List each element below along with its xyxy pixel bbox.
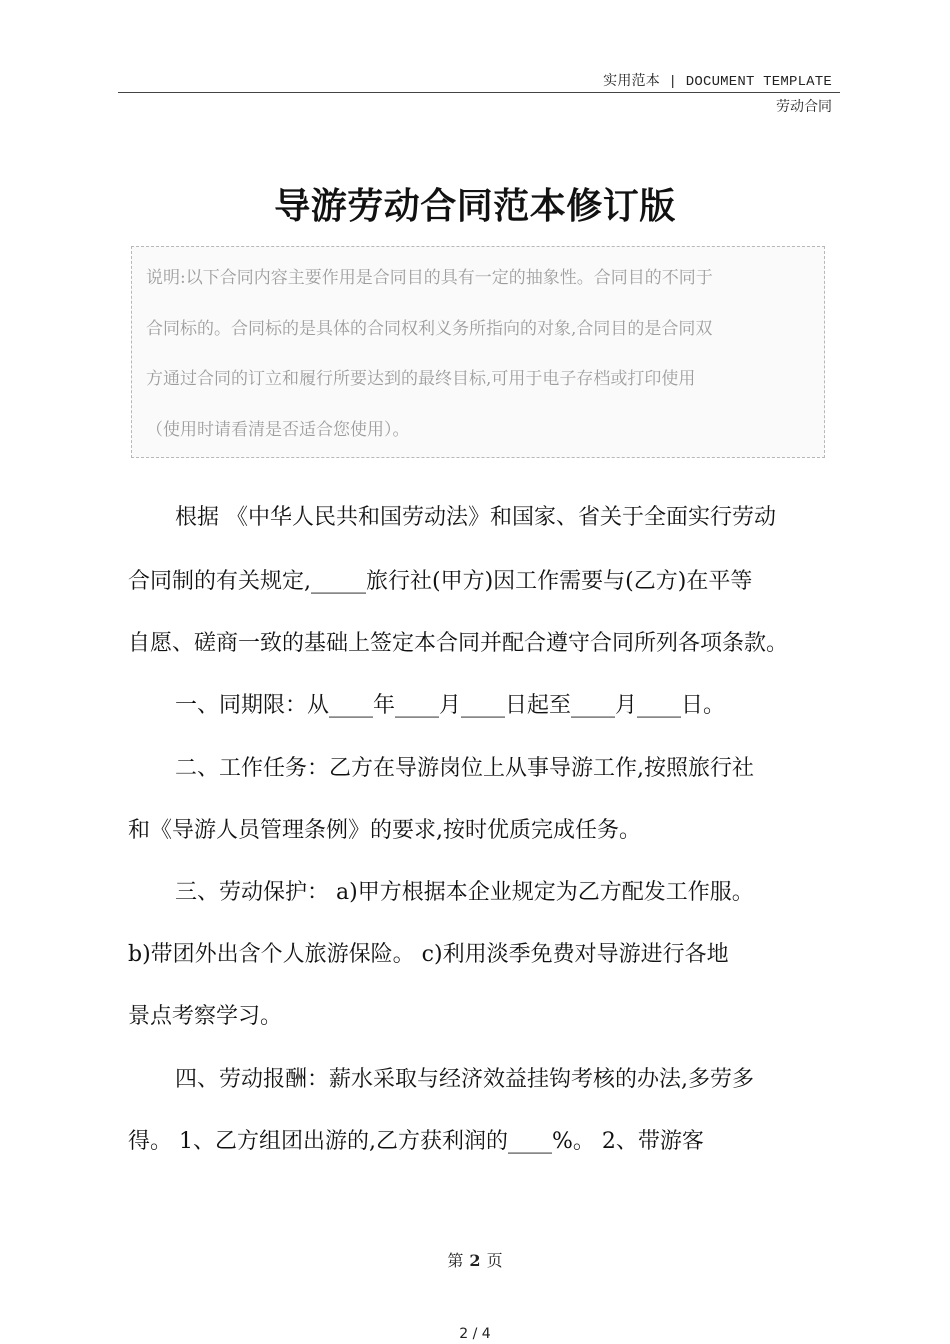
page-count: 2 / 4 [459,1326,491,1342]
body-paragraph-line: b)带团外出含个人旅游保险。 c)利用淡季免费对导游进行各地 [128,942,729,967]
header-brand [603,70,832,90]
body-paragraph-line: 和《导游人员管理条例》的要求,按时优质完成任务。 [128,818,641,843]
body-paragraph-line: 自愿、磋商一致的基础上签定本合同并配合遵守合同所列各项条款。 [128,631,789,656]
body-paragraph-line: 得。 1、乙方组团出游的,乙方获利润的____%。 2、带游客 [128,1129,704,1154]
clause-1-term: 一、同期限：从____年____月____日起至____月____日。 [175,693,726,718]
header-category: 劳动合同 [776,99,832,115]
header-brand-cn: 实用范本 [603,73,660,89]
page-number-value: 2 [469,1251,481,1270]
note-line: 说明:以下合同内容主要作用是合同目的具有一定的抽象性。合同目的不同于 [146,268,713,288]
header-brand-en: DOCUMENT TEMPLATE [685,74,832,90]
clause-2-duties: 二、工作任务：乙方在导游岗位上从事导游工作,按照旅行社 [175,756,754,781]
document-title: 导游劳动合同范本修订版 [274,185,676,227]
body-paragraph-line: 合同制的有关规定,_____旅行社(甲方)因工作需要与(乙方)在平等 [128,569,753,594]
note-line: （使用时请看清是否适合您使用）。 [146,420,410,440]
clause-3-protection: 三、劳动保护： a)甲方根据本企业规定为乙方配发工作服。 [175,880,754,905]
body-paragraph-line: 根据 《中华人民共和国劳动法》和国家、省关于全面实行劳动 [175,505,776,530]
note-box [131,246,825,458]
header-divider [118,92,840,93]
body-paragraph-line: 景点考察学习。 [128,1004,283,1029]
note-line: 方通过合同的订立和履行所要达到的最终目标,可用于电子存档或打印使用 [146,369,696,389]
note-line: 合同标的。合同标的是具体的合同权利义务所指向的对象,合同目的是合同双 [146,319,713,339]
page-number: 第 2 页 [447,1251,503,1270]
clause-4-remuneration: 四、劳动报酬：薪水采取与经济效益挂钩考核的办法,多劳多 [175,1067,754,1092]
header-separator: | [659,74,686,90]
